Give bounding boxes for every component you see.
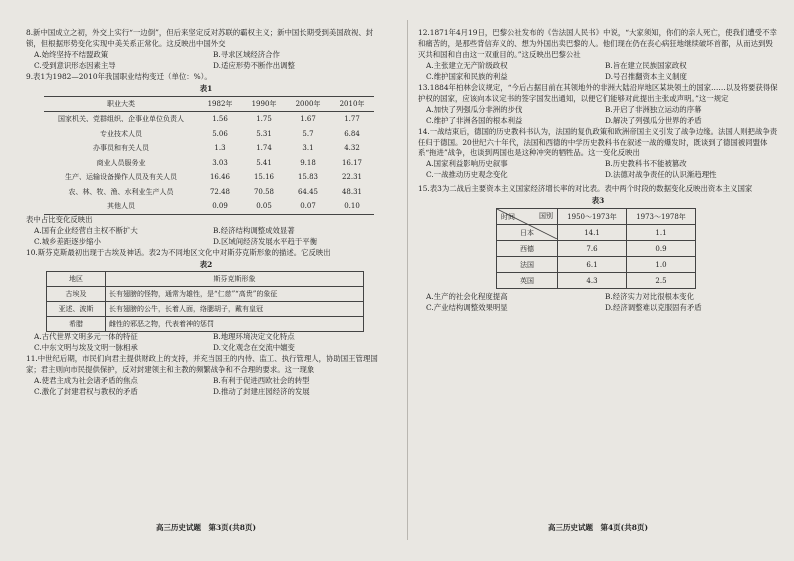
q13-stem: 13.1884年柏林会议规定，“今后占据目前在其领地外的非洲大陆沿岸地区某块领土的国家……以及将要获得保护权的国家，应该向本议定书的签字国发出通知，以便它们能够对此提出主张或声明。”这一规定 xyxy=(418,82,778,103)
q11-option-a[interactable]: A.使君主成为社会诸矛盾的焦点 xyxy=(34,376,138,386)
q9-stem: 9.表1为1982—2010年我国职业结构变迁（单位：%）。 xyxy=(26,71,212,81)
table-row: 英国 4.3 2.5 xyxy=(497,273,696,289)
table-row: 商业人员服务业 3.03 5.41 9.18 16.17 xyxy=(96,158,363,167)
table-row: 西德 7.6 0.9 xyxy=(497,241,696,257)
q8-option-c[interactable]: C.受到意识形态因素主导 xyxy=(34,60,116,70)
t3-header: 1973～1978年 xyxy=(627,209,696,225)
q11-option-b[interactable]: B.有利于促进西欧社会的转型 xyxy=(213,376,310,386)
page-footer: 高三历史试题 第4页(共8页) xyxy=(547,522,649,532)
table-row: 古埃及 长有翅膀的怪物，通常为雄性，是“仁慈”“高贵”的象征 xyxy=(47,287,364,302)
q13-option-c[interactable]: C.维护了非洲各国的根本利益 xyxy=(426,115,523,125)
t3-corner-bottom: 时间 xyxy=(501,212,515,221)
t3-corner xyxy=(497,209,558,225)
q13-option-d[interactable]: D.解决了列强瓜分世界的矛盾 xyxy=(605,115,702,125)
q12-stem: 12.1871年4月19日，巴黎公社发布的《告法国人民书》中说，“大家须知，你们的亲人死亡，使我们遭受不幸和痛苦的，是那些背信弃义的、想为外国出卖巴黎的人。他们现在仍在丧心病狂地继续破坏首都，从而达到毁灭共和国和自由这一双重目的。”这反映出巴黎公社 xyxy=(418,28,777,59)
q14-option-a[interactable]: A.国家利益影响历史叙事 xyxy=(426,159,508,169)
table-row: 日本 14.1 1.1 xyxy=(497,225,696,241)
table-row: 国家机关、党群组织、企事业单位负责人 1.56 1.75 1.67 1.77 xyxy=(58,115,360,124)
page-footer: 高三历史试题 第3页(共8页) xyxy=(155,522,257,532)
q14-stem: 14.一战结束后，德国的历史教科书认为，法国的复仇政策和欧洲帝国主义引发了战争边缘。法国人则把战争责任归于德国。20世纪六十年代，法国和西德的中学历史教科书在叙述一战的爆发时，既谈到了德国被同盟体系“拖进”战争，也谈到两国也是这种冲突的牺牲品。这一变化反映出 xyxy=(418,126,778,158)
table-row: 专业技术人员 5.06 5.31 5.7 6.84 xyxy=(100,129,360,138)
t3-corner-top: 国别 xyxy=(539,212,553,221)
q11-option-c[interactable]: C.激化了封建君权与教权的矛盾 xyxy=(34,387,138,397)
q12-option-a[interactable]: A.主张建立无产阶级政权 xyxy=(426,60,508,70)
q11-stem: 11.中世纪后期，市民们向君主提供财政上的支持，并充当国王的内侍、监工、执行管理人，协助国王管理国家；君主则向市民提供保护，反对封建领主和主教的频繁战争和不合理的要求。这一现象 xyxy=(26,354,378,375)
table-row: 法国 6.1 1.0 xyxy=(497,257,696,273)
q9-option-b[interactable]: B.经济结构调整成效显著 xyxy=(213,225,295,235)
table-row: 生产、运输设备操作人员及有关人员 16.46 15.16 15.83 22.31 xyxy=(65,173,363,182)
table-row: 办事员和有关人员 1.3 1.74 3.1 4.32 xyxy=(93,144,360,153)
q8-stem: 8.新中国成立之初，外交上实行“一边倒”，但后来坚定反对苏联的霸权主义；新中国长期受到美国敌视、封锁，但根据形势变化实现中美关系正常化。这反映出中国外交 xyxy=(26,28,374,48)
q9-after: 表中占比变化反映出 xyxy=(26,214,93,224)
t1-header: 职业大类 xyxy=(44,96,198,112)
q11-option-d[interactable]: D.推动了封建庄园经济的发展 xyxy=(213,387,310,397)
q9-options xyxy=(26,226,386,248)
table1 xyxy=(44,96,374,215)
table3 xyxy=(496,208,696,289)
q10-option-d[interactable]: D.文化观念在交流中嬗变 xyxy=(213,343,295,353)
t3-header: 1950～1973年 xyxy=(558,209,627,225)
page-4 xyxy=(418,28,778,533)
t2-header: 斯芬克斯形象 xyxy=(106,272,364,287)
q12-options xyxy=(418,61,778,83)
q8-options xyxy=(26,50,386,72)
table-row: 希腊 雌性的邪恶之物，代表着神的惩罚 xyxy=(47,317,364,332)
q15-option-b[interactable]: B.经济实力对比很根本变化 xyxy=(605,292,695,302)
t1-header: 1990年 xyxy=(242,96,286,112)
page-divider xyxy=(407,20,408,540)
q12-option-c[interactable]: C.维护国家和民族的利益 xyxy=(426,71,508,81)
q9-option-a[interactable]: A.国有企业经营自主权不断扩大 xyxy=(34,225,138,235)
table2-caption: 表2 xyxy=(199,259,213,269)
table2 xyxy=(46,271,364,332)
table3-caption: 表3 xyxy=(591,196,605,206)
q10-options xyxy=(26,332,386,354)
q12-option-d[interactable]: D.号召推翻资本主义制度 xyxy=(605,71,687,81)
q10-option-a[interactable]: A.古代世界文明多元一体的特征 xyxy=(34,332,138,342)
t1-header: 2010年 xyxy=(330,96,374,112)
q14-option-c[interactable]: C.一战推动历史观念变化 xyxy=(426,170,508,180)
q14-options xyxy=(418,159,778,181)
q15-option-c[interactable]: C.产业结构调整效果明显 xyxy=(426,303,508,313)
q15-stem: 15.表3为二战后主要资本主义国家经济增长率的对比表。表中两个时段的数据变化反映出资本主义国家 xyxy=(418,184,753,194)
table-row: 亚述、波斯 长有翅膀的公牛，长着人面，络腮胡子，戴有皇冠 xyxy=(47,302,364,317)
q13-options xyxy=(418,105,778,127)
q10-option-b[interactable]: B.地理环境决定文化特点 xyxy=(213,332,295,342)
q12-option-b[interactable]: B.旨在建立民族国家政权 xyxy=(605,60,687,70)
q8-option-d[interactable]: D.适应形势不断作出调整 xyxy=(213,60,295,70)
q15-option-a[interactable]: A.生产的社会化程度提高 xyxy=(426,292,508,302)
q13-option-a[interactable]: A.加快了列强瓜分非洲的步伐 xyxy=(426,104,523,114)
t1-header: 2000年 xyxy=(286,96,330,112)
q10-stem: 10.斯芬克斯最初出现于古埃及神话。表2为不同地区文化中对斯芬克斯形象的描述。它反映出 xyxy=(26,247,331,257)
page-3 xyxy=(26,28,386,533)
q14-option-b[interactable]: B.历史教科书不能被篡改 xyxy=(605,159,687,169)
table1-caption: 表1 xyxy=(199,83,213,93)
t2-header: 地区 xyxy=(47,272,106,287)
q11-options xyxy=(26,376,386,398)
q15-option-d[interactable]: D.经济调整难以克服固有矛盾 xyxy=(605,303,702,313)
q9-option-c[interactable]: C.城乡差距逐步缩小 xyxy=(34,236,101,246)
q9-option-d[interactable]: D.区域间经济发展水平趋于平衡 xyxy=(213,236,318,246)
q13-option-b[interactable]: B.开启了非洲独立运动的序幕 xyxy=(605,104,702,114)
table-row: 其他人员 0.09 0.05 0.07 0.10 xyxy=(107,202,360,211)
q10-option-c[interactable]: C.中东文明与埃及文明一脉相承 xyxy=(34,343,138,353)
q15-options xyxy=(418,292,778,314)
t1-header: 1982年 xyxy=(198,96,242,112)
q14-option-d[interactable]: D.法德对战争责任的认识渐趋理性 xyxy=(605,170,717,180)
table-row: 农、林、牧、渔、水利业生产人员 72.48 70.58 64.45 48.31 xyxy=(68,187,363,196)
q8-option-a[interactable]: A.始终坚持不结盟政策 xyxy=(34,49,109,59)
q8-option-b[interactable]: B.寻求区域经济合作 xyxy=(213,49,280,59)
